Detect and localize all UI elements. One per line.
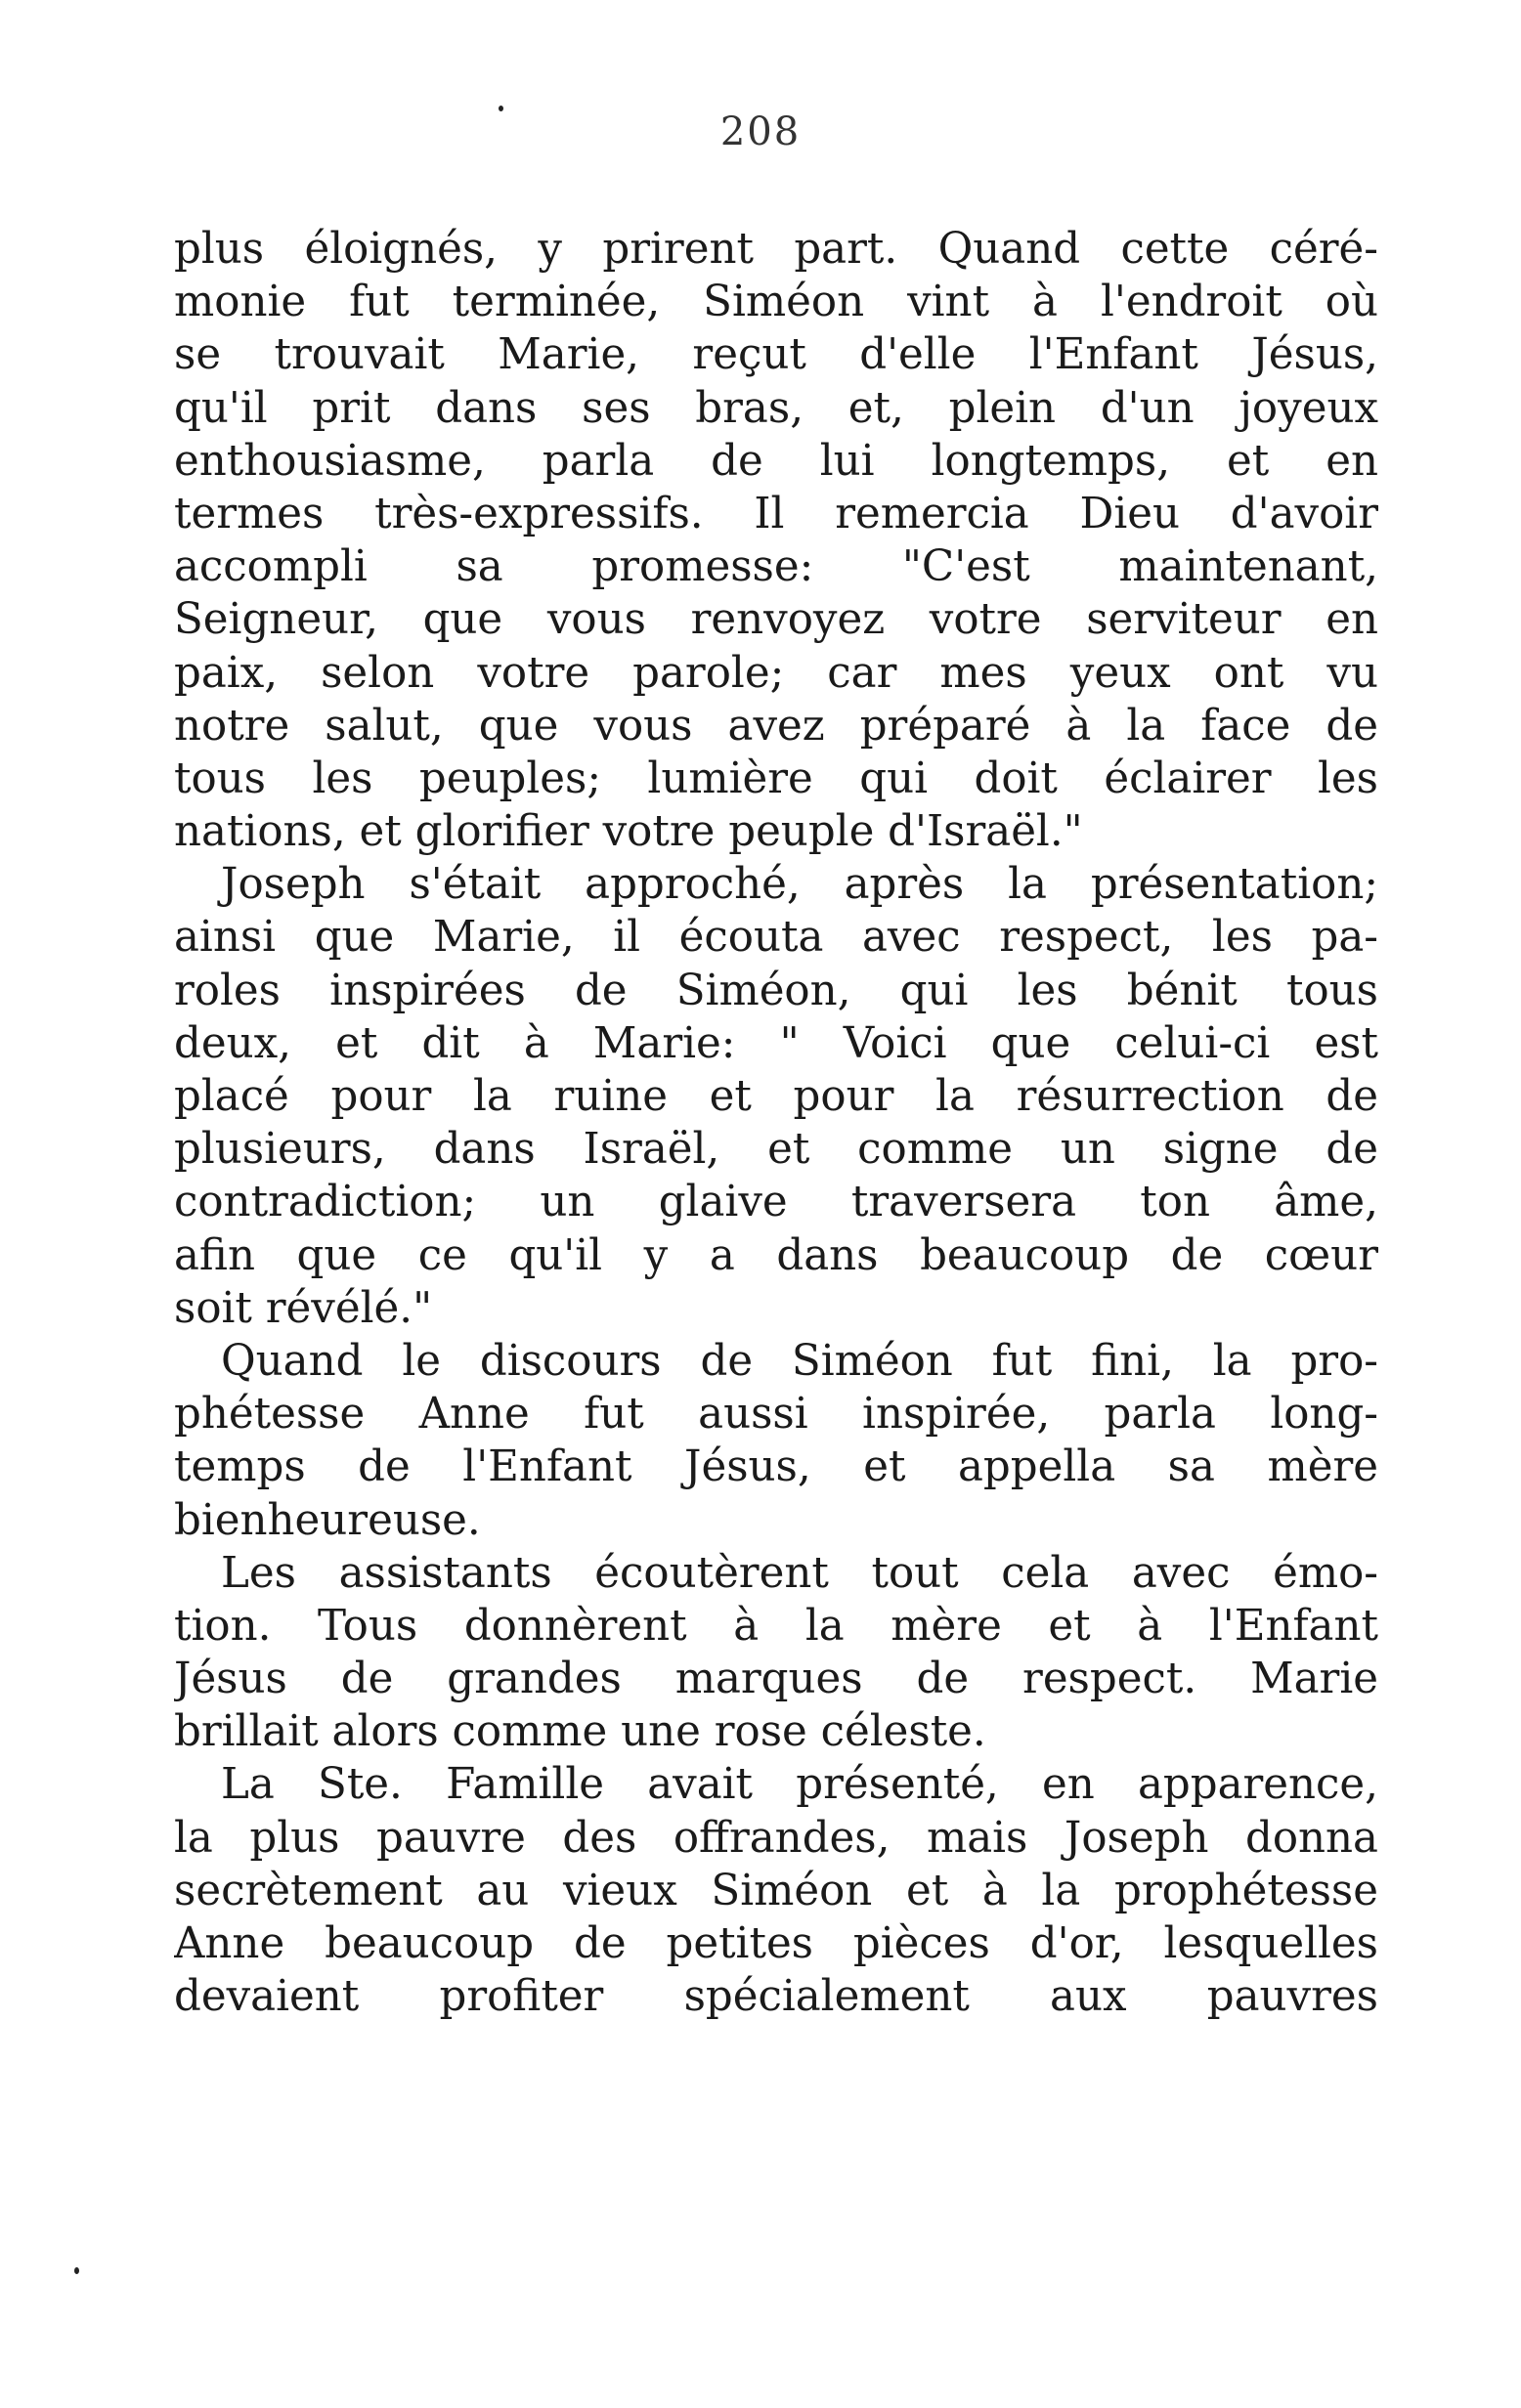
text-line: Jésus de grandes marques de respect. Marie <box>174 1655 1378 1704</box>
text-line: tous les peuples; lumière qui doit éclairer les <box>174 753 1378 803</box>
text-line: contradiction; un glaive traversera ton âme, <box>174 1178 1378 1227</box>
text-line: qu'il prit dans ses bras, et, plein d'un joyeux <box>174 383 1378 433</box>
scan-speck <box>499 106 503 111</box>
text-line: devaient profiter spécialement aux pauvres <box>174 1972 1378 2022</box>
text-line: Seigneur, que vous renvoyez votre serviteur en <box>174 595 1378 645</box>
text-line: plus éloignés, y prirent part. Quand cette céré- <box>174 225 1378 274</box>
text-line: accompli sa promesse: "C'est maintenant, <box>174 542 1378 592</box>
body-text <box>174 223 1378 2023</box>
text-line: deux, et dit à Marie: " Voici que celui-ci est <box>174 1018 1378 1068</box>
page-number: 208 <box>719 109 802 154</box>
text-line: brillait alors comme une rose céleste. <box>174 1707 986 1757</box>
text-line: placé pour la ruine et pour la résurrection de <box>174 1072 1378 1121</box>
paragraph-3 <box>174 1335 1378 1547</box>
text-line: Joseph s'était approché, après la présentation; <box>221 860 1378 910</box>
text-line: monie fut terminée, Siméon vint à l'endroit où <box>174 278 1378 327</box>
text-line: afin que ce qu'il y a dans beaucoup de cœur <box>174 1230 1378 1280</box>
scan-speck <box>74 2267 79 2274</box>
paragraph-2 <box>174 858 1378 1335</box>
paragraph-5 <box>174 1758 1378 2023</box>
text-line: tion. Tous donnèrent à la mère et à l'Enfant <box>174 1601 1378 1651</box>
text-line: la plus pauvre des offrandes, mais Joseph donna <box>174 1813 1378 1863</box>
text-line: Anne beaucoup de petites pièces d'or, lesquelles <box>174 1919 1378 1968</box>
text-line: La Ste. Famille avait présenté, en apparence, <box>221 1760 1378 1810</box>
text-line: ainsi que Marie, il écouta avec respect, les pa- <box>174 913 1378 963</box>
text-line: roles inspirées de Siméon, qui les bénit tous <box>174 966 1378 1015</box>
text-line: nations, et glorifier votre peuple d'Israël." <box>174 807 1083 857</box>
paragraph-4 <box>174 1547 1378 1759</box>
text-line: Quand le discours de Siméon fut fini, la pro- <box>221 1336 1378 1386</box>
text-line: plusieurs, dans Israël, et comme un signe de <box>174 1125 1378 1175</box>
text-line: bienheureuse. <box>174 1495 481 1545</box>
paragraph-1 <box>174 223 1378 858</box>
text-line: Les assistants écoutèrent tout cela avec émo- <box>221 1548 1378 1598</box>
text-line: temps de l'Enfant Jésus, et appella sa mère <box>174 1442 1378 1492</box>
text-line: enthousiasme, parla de lui longtemps, et en <box>174 436 1378 486</box>
text-line: soit révélé." <box>174 1283 433 1333</box>
text-line: se trouvait Marie, reçut d'elle l'Enfant Jésus, <box>174 330 1378 380</box>
text-line: paix, selon votre parole; car mes yeux ont vu <box>174 648 1378 698</box>
text-line: secrètement au vieux Siméon et à la prophétesse <box>174 1866 1378 1915</box>
text-line: notre salut, que vous avez préparé à la face de <box>174 701 1378 751</box>
text-line: termes très-expressifs. Il remercia Dieu d'avoir <box>174 489 1378 538</box>
text-line: phétesse Anne fut aussi inspirée, parla long- <box>174 1390 1378 1440</box>
